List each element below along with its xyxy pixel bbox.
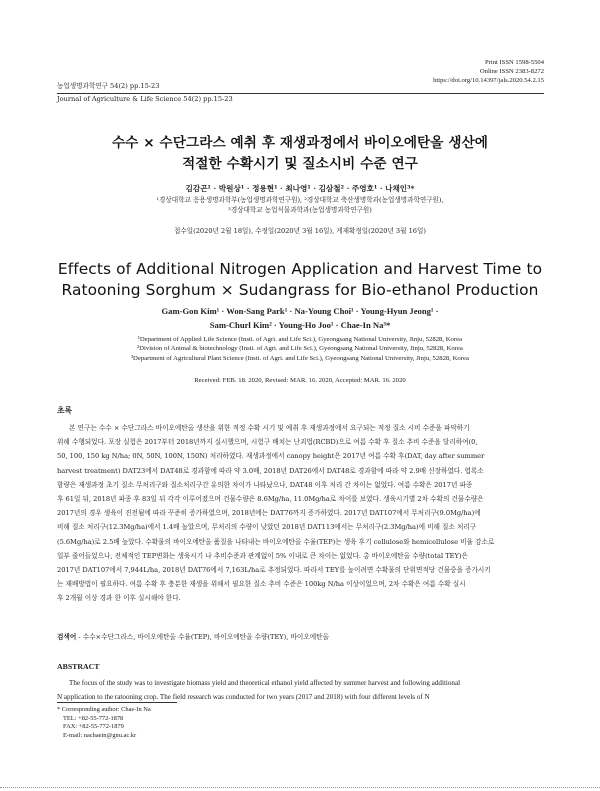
journal-name-en: Journal of Agriculture & Life Science 54(2) pp.15-23 [57,94,233,103]
doi-link[interactable]: https://doi.org/10.14397/jals.2020.54.2.15 [433,77,544,85]
corresponding-author-footnote [57,706,151,740]
abstract-ko-heading: 초록 [57,406,73,415]
journal-citation [57,82,233,104]
authors-ko: 김감곤¹ · 박원상¹ · 정용현¹ · 최나영¹ · 김삼철² · 주영호¹ · 나채인³* [185,184,415,193]
abstract-en-line: N application to the ratooning crop. The field research was conducted for two years (2017 and 2018) with four different levels of N [57,693,430,701]
abstract-ko-line: 후 2개월 이상 경과 한 이후 실시해야 한다. [57,594,181,603]
abstract-ko-line: 본 연구는 수수 × 수단그라스 바이오에탄올 생산을 위한 적정 수확 시기 및 예취 후 재생과정에서 요구되는 적정 질소 시비 수준을 파악하기 [69,424,470,432]
abstract-ko-line: 함량은 재생과정 초기 질소 무처리구와 질소처리구간 유의한 차이가 나타났으나, DAT48 이후 처리 간 차이는 없었다. 여름 수확은 2017년 파종 [57,480,473,489]
abstract-ko-line: 는 재배방법이 필요하다. 여름 수확 후 충분한 재생을 위해서 필요한 질소 추비 수준은 100kg N/ha 이상이었으며, 2차 수확은 여름 수확 실시 [57,580,466,589]
author-fax: FAX: +82-55-772-1879 [63,723,124,731]
abstract-en-line: The focus of the study was to investigate biomass yield and theoretical ethanol yield affected by summer harvest and following additional [69,679,461,687]
title-en-line1: Effects of Additional Nitrogen Application and Harvest Time to [57,260,543,278]
abstract-en-body [57,676,544,704]
title-en-line2: Ratooning Sorghum × Sudangrass for Bio-ethanol Production [61,281,539,299]
affil-en-2: ²Division of Animal & biotechnology (Insti. of Agri. and Life Sci.), Gyeongsang National University, Jinju, 52828, Korea [137,345,463,353]
header-divider [57,93,544,94]
affil-ko-line1: ¹경상대학교 응용생명과학부(농업생명과학연구원), ²경상대학교 축산생명학과(농업생명과학연구원), [156,196,444,204]
abstract-en-heading: ABSTRACT [57,662,100,671]
abstract-ko-line: 2017년 DAT107에서 7,944L/ha, 2018년 DAT76에서 7,163L/ha로 추정되었다. 따라서 TEY를 높이려면 수확물의 단위면적당 건물중을 증가시키 [57,566,491,575]
abstract-ko-line: 50, 100, 150 kg N/ha; 0N, 50N, 100N, 150N) 처리하였다. 재생과정에서 canopy height은 2017년 여름 수확 후(DAT, day after summer [57,452,485,461]
affil-en-list [40,335,560,363]
abstract-ko-line: 비해 질소 처리구(12.3Mg/ha)에서 1.4배 높았으며, 무처리의 수량이 낮았던 2018년 DAT113에서는 무처리구(2.3Mg/ha)에 비해 질소 처리구 [57,523,477,532]
footnote-divider [57,702,177,703]
affil-ko-line2: ³경상대학교 농업식물과학과(농업생명과학연구원) [228,206,372,214]
abstract-ko-line: harvest treatment) DAT23에서 DAT48로 경과함에 따라 약 3.0배, 2018년 DAT26에서 DAT48로 경과함에 따라 약 2.9배 신장하였다. 엽록소 [57,466,484,475]
affil-en-3: ³Department of Agricultural Plant Science (Insti. of Agri. and Life Sci.), Gyeongsang National University, Jinju, 52828, Korea [131,354,469,362]
authors-en-line1: Gam-Gon Kim¹ · Won-Sang Park¹ · Na-Young Choi¹ · Young-Hyun Jeong¹ · [161,306,439,316]
keywords-text: - 수수×수단그라스, 바이오에탄올 수율(TEP), 바이오에탄올 수량(TEY), 바이오에탄올 [78,633,329,641]
corresponding-author: * Corresponding author: Chae-In Na [57,706,151,713]
authors-en-line2: Sam-Churl Kim² · Young-Ho Joo¹ · Chae-In Na³* [209,320,391,330]
online-issn: Online ISSN 2383-8272 [479,68,544,76]
abstract-ko-line: (5.6Mg/ha)로 2.5배 높았다. 수확물의 바이오에탄올 품질을 나타내는 바이오에탄올 수율(TEP)는 생육 후기 cellulose와 hemicellulose 비율 감소로 [57,537,495,546]
journal-issn-block [433,58,544,86]
abstract-ko-line: 위해 수행되었다. 포장 실험은 2017부터 2018년까지 실시했으며, 시험구 배치는 난괴법(RCBD)으로 여름 수확 후 질소 추비 수준을 달리하여(0, [57,438,478,447]
print-issn: Print ISSN 1598-5504 [485,59,544,66]
keywords-label: 검색어 [57,633,77,641]
abstract-ko-line: 일부 줄어들었으나, 전체적인 TEP변화는 생육시기 나 추비수준과 관계없이 5% 이내로 큰 차이는 없었다. 총 바이오에탄올 수량(total TEY)은 [57,551,468,560]
dates-ko: 접수일(2020년 2월 18일), 수정일(2020년 3월 16일), 게재확정일(2020년 3월 16일) [174,227,426,235]
affil-en-1: ¹Department of Applied Life Science (Insti. of Agri. and Life Sci.), Gyeongsang National University, Jinju, 52828, Korea [137,336,463,343]
abstract-ko-line: 2017년의 경우 생육이 진전됨에 따라 꾸준히 증가하였으며, 2018년에는 DAT76까지 증가하였다. 2017년 DAT107에서 무처리구(9.0Mg/ha)에 [57,509,481,518]
dates-en: Received: FEB. 18. 2020, Revised: MAR. 16. 2020, Accepted: MAR. 16. 2020 [194,377,406,384]
page-bottom-edge [0,787,600,788]
title-ko-line1: 수수 × 수단그라스 예취 후 재생과정에서 바이오에탄올 생산에 [111,135,489,151]
keywords-ko [57,631,329,641]
abstract-ko-body [57,421,544,606]
journal-name-ko: 농업생명과학연구 54(2) pp.15-23 [57,82,160,90]
author-tel: TEL: +82-55-772-1878 [63,714,124,722]
author-email[interactable]: E-mail: nachaein@gnu.ac.kr [63,731,137,739]
title-ko-line2: 적절한 수확시기 및 질소시비 수준 연구 [182,156,418,172]
abstract-ko-line: 후 61일 뒤, 2018년 파종 후 83일 뒤 각각 이루어졌으며 건물수량은 8.6Mg/ha, 11.0Mg/ha로 차이를 보였다. 생육시기별 2차 수확의 건물수량은 [57,495,484,504]
